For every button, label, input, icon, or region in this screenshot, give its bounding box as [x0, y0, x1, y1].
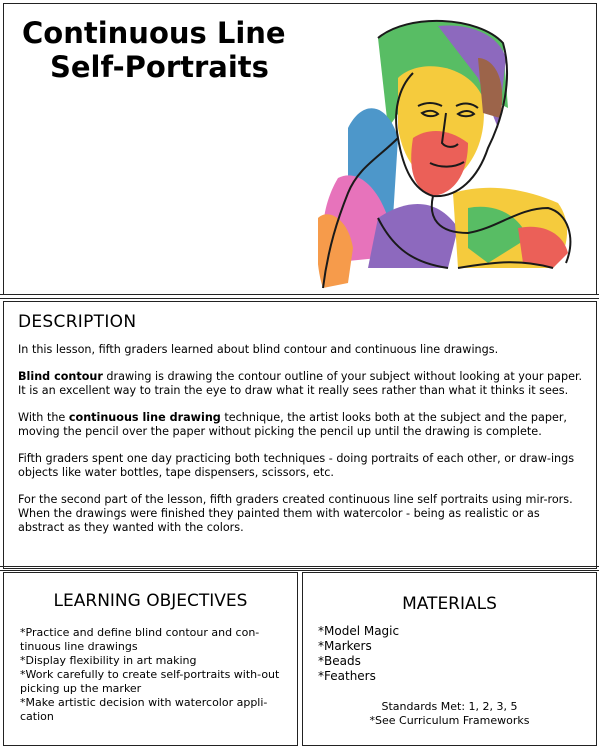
continuous-line-term: continuous line drawing [68, 411, 221, 424]
description-text: drawing is drawing the contour outline of your subject without looking at your paper. It is an excellent way to train the eye to draw what it really sees rather than what it thinks it sees. [18, 370, 583, 397]
objective-item: *Make artistic decision with watercolor appli-cation [20, 696, 268, 723]
description-paragraph [18, 343, 584, 357]
description-paragraph [18, 493, 584, 535]
material-item: *Feathers [318, 669, 376, 683]
objectives-list [20, 626, 282, 724]
description-text: technique, the artist looks both at the subject and the paper, moving the pencil over the paper without picking the pencil up until the drawing is complete. [18, 411, 567, 438]
description-text: With the [18, 411, 69, 424]
portrait-image [318, 18, 580, 296]
description-body [18, 343, 584, 548]
material-item: *Model Magic [318, 624, 400, 638]
page-title [22, 16, 286, 84]
objective-item: *Work carefully to create self-portraits with-out picking up the marker [20, 668, 280, 695]
objective-item: *Practice and define blind contour and con-tinuous line drawings [20, 626, 260, 653]
description-heading: DESCRIPTION [18, 312, 137, 332]
divider-line [0, 570, 599, 571]
material-item: *Markers [318, 639, 372, 653]
objectives-heading: LEARNING OBJECTIVES [53, 591, 248, 611]
materials-heading: MATERIALS [402, 594, 497, 614]
standards-note [302, 700, 597, 728]
divider-line [0, 566, 599, 567]
description-text: Fifth graders spent one day practicing both techniques - doing portraits of each other, or draw-ings objects like water bottles, tape dispensers, scissors, etc. [18, 452, 575, 479]
objective-item: *Display flexibility in art making [20, 654, 197, 667]
description-paragraph [18, 370, 584, 398]
description-paragraph [18, 411, 584, 439]
description-text: In this lesson, fifth graders learned about blind contour and continuous line drawings. [18, 343, 499, 356]
title-line-1: Continuous Line [22, 16, 286, 50]
blind-contour-term: Blind contour [18, 370, 103, 383]
material-item: *Beads [318, 654, 361, 668]
description-paragraph [18, 452, 584, 480]
frameworks-note: *See Curriculum Frameworks [369, 714, 530, 727]
divider-line [0, 298, 599, 299]
title-line-2: Self-Portraits [50, 50, 269, 84]
description-text: For the second part of the lesson, fifth graders created continuous line self portraits using mir-rors. When the drawings were finished they painted them with watercolor - being as realistic or as abstract as they wanted with the colors. [18, 493, 573, 534]
standards-met: Standards Met: 1, 2, 3, 5 [381, 700, 518, 713]
materials-list [318, 624, 399, 684]
